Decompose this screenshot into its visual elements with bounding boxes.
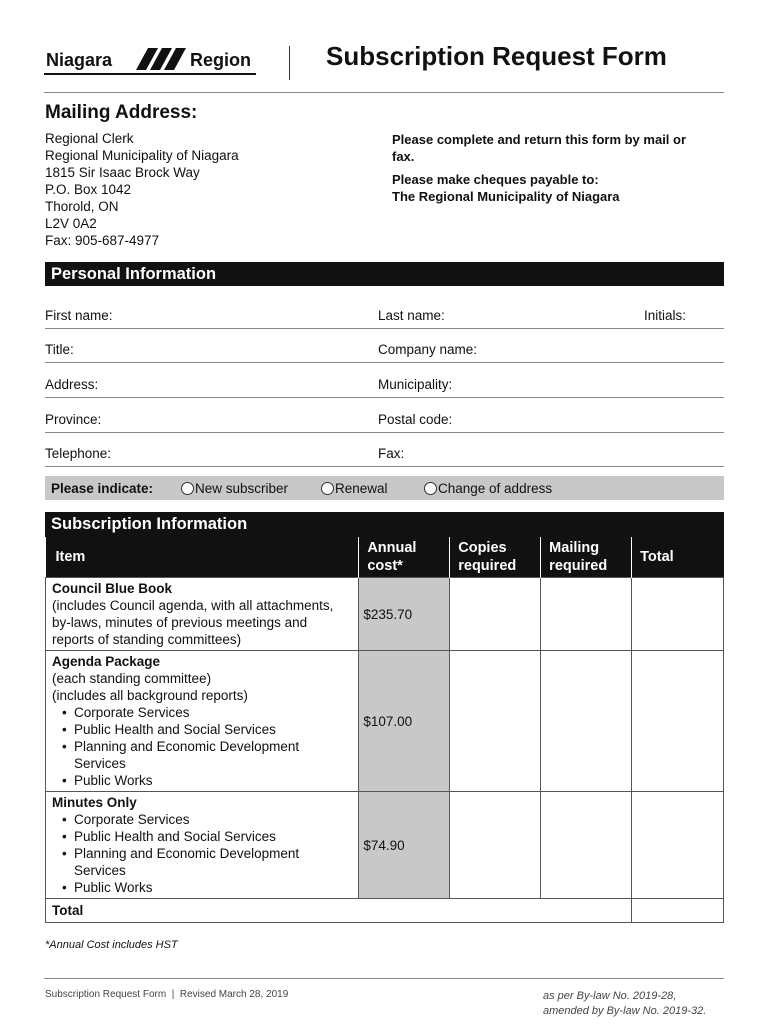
grand-total-input[interactable] (632, 899, 724, 923)
item-cell (46, 792, 359, 899)
item-title: Agenda Package (52, 654, 161, 669)
column-header-item: Item (46, 537, 359, 578)
instructions (392, 131, 712, 205)
radio-icon[interactable] (424, 482, 437, 495)
list-item: • Public Works (74, 879, 352, 896)
personal-info-heading: Personal Information (45, 262, 724, 286)
column-header-total: Total (632, 537, 724, 578)
item-cell (46, 651, 359, 792)
option-label: Renewal (335, 481, 388, 496)
niagara-region-logo (44, 44, 256, 74)
service-list (52, 704, 352, 789)
initials-field[interactable]: Initials: (644, 308, 687, 323)
annual-cost-cell: $74.90 (359, 792, 450, 899)
item-description: (each standing committee) (52, 671, 212, 686)
municipality-field[interactable]: Municipality: (378, 377, 453, 392)
header-divider (289, 46, 290, 80)
postal-code-field[interactable]: Postal code: (378, 412, 453, 427)
logo-stripes-icon (132, 44, 190, 74)
address-line: 1815 Sir Isaac Brock Way (45, 165, 200, 180)
table-row (46, 792, 724, 899)
subscription-info-heading: Subscription Information (45, 512, 724, 537)
cheque-payee: The Regional Municipality of Niagara (392, 189, 620, 204)
table-row (46, 651, 724, 792)
column-header-mailing: Mailing required (541, 537, 632, 578)
mailing-input[interactable] (541, 578, 632, 651)
radio-icon[interactable] (321, 482, 334, 495)
item-description: (includes all background reports) (52, 688, 248, 703)
mailing-address (45, 130, 239, 249)
subscription-table (45, 537, 724, 923)
page-title: Subscription Request Form (326, 41, 667, 71)
subscriber-type-row (45, 476, 724, 500)
column-header-copies: Copies required (450, 537, 541, 578)
total-input[interactable] (632, 792, 724, 899)
service-list (52, 811, 352, 896)
logo-underline (44, 73, 256, 75)
table-row (46, 578, 724, 651)
copies-input[interactable] (450, 578, 541, 651)
copies-input[interactable] (450, 651, 541, 792)
cheque-instruction: Please make cheques payable to: (392, 172, 599, 187)
total-row (46, 899, 724, 923)
bylaw-line: amended by By-law No. 2019-32. (543, 1005, 707, 1017)
list-item: • Corporate Services (74, 811, 352, 828)
please-indicate-label: Please indicate: (51, 481, 154, 496)
logo-text-niagara: Niagara (46, 50, 113, 70)
bylaw-line: as per By-law No. 2019-28, (543, 990, 677, 1002)
option-label: Change of address (438, 481, 553, 496)
change-of-address-option[interactable] (424, 481, 552, 496)
item-title: Council Blue Book (52, 581, 173, 596)
annual-cost-cell: $107.00 (359, 651, 450, 792)
new-subscriber-option[interactable] (181, 481, 288, 496)
fax-field[interactable]: Fax: (378, 446, 405, 461)
address-line: Thorold, ON (45, 199, 119, 214)
telephone-field[interactable]: Telephone: (45, 446, 112, 461)
item-cell (46, 578, 359, 651)
total-input[interactable] (632, 578, 724, 651)
address-line: Regional Clerk (45, 131, 134, 146)
list-item: • Public Works (74, 772, 352, 789)
field-row (45, 338, 724, 363)
footer-bylaw (543, 989, 723, 1019)
option-label: New subscriber (195, 481, 289, 496)
footnote: *Annual Cost includes HST (45, 939, 178, 951)
list-item: • Public Health and Social Services (74, 828, 352, 845)
renewal-option[interactable] (321, 481, 388, 496)
total-input[interactable] (632, 651, 724, 792)
mailing-input[interactable] (541, 792, 632, 899)
last-name-field[interactable]: Last name: (378, 308, 445, 323)
list-item: • Public Health and Social Services (74, 721, 352, 738)
copies-input[interactable] (450, 792, 541, 899)
footer-revision: Subscription Request Form | Revised March 28, 2019 (45, 989, 289, 1000)
list-item: • Planning and Economic Development Services (74, 845, 352, 879)
first-name-field[interactable]: First name: (45, 308, 113, 323)
annual-cost-cell: $235.70 (359, 578, 450, 651)
mailing-address-heading: Mailing Address: (45, 102, 198, 123)
header-rule (44, 92, 724, 93)
address-line: Regional Municipality of Niagara (45, 148, 239, 163)
field-row (45, 408, 724, 433)
radio-icon[interactable] (181, 482, 194, 495)
province-field[interactable]: Province: (45, 412, 102, 427)
return-instruction: Please complete and return this form by mail or fax. (392, 132, 687, 164)
mailing-input[interactable] (541, 651, 632, 792)
item-description: (includes Council agenda, with all attachments, by-laws, minutes of previous meetings and reports of standing committees) (52, 598, 334, 647)
table-header-row (46, 537, 724, 578)
address-line: P.O. Box 1042 (45, 182, 132, 197)
field-row (45, 373, 724, 398)
field-row (45, 304, 724, 329)
list-item: • Planning and Economic Development Services (74, 738, 352, 772)
footer-rule (44, 978, 724, 979)
item-title: Minutes Only (52, 795, 137, 810)
list-item: • Corporate Services (74, 704, 352, 721)
address-line: L2V 0A2 (45, 216, 97, 231)
logo-text-region: Region (190, 50, 251, 70)
total-label: Total (46, 899, 632, 923)
field-row (45, 442, 724, 467)
title-field[interactable]: Title: (45, 342, 74, 357)
address-field[interactable]: Address: (45, 377, 99, 392)
column-header-annual-cost: Annual cost* (359, 537, 450, 578)
address-line: Fax: 905-687-4977 (45, 233, 160, 248)
company-name-field[interactable]: Company name: (378, 342, 478, 357)
